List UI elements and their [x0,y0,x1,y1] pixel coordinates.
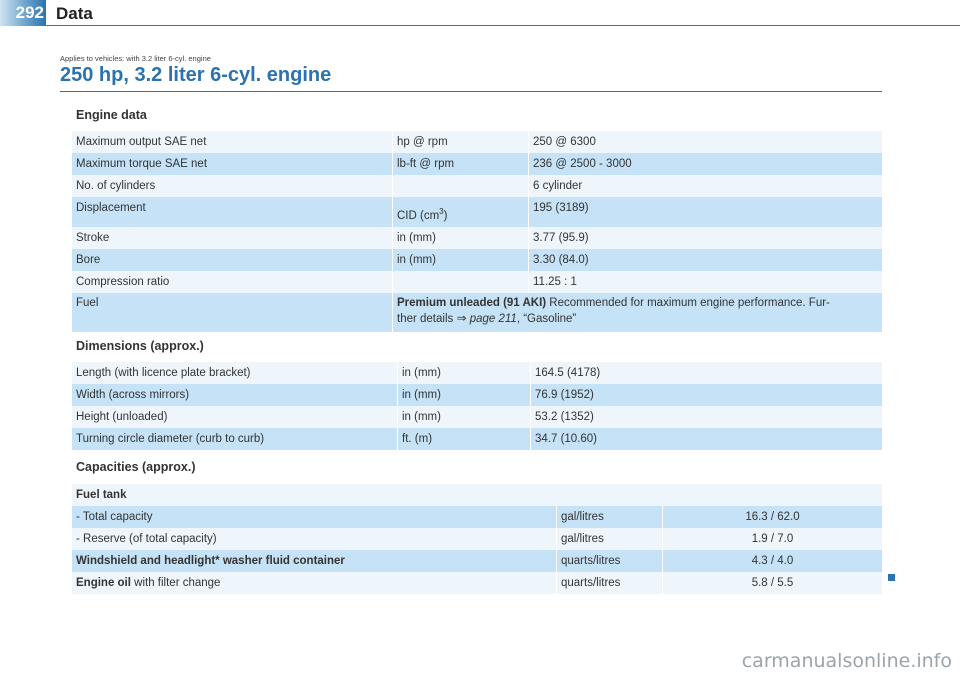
capacities-heading: Capacities (approx.) [76,460,196,474]
table-row [72,428,882,450]
row-value: 16.3 / 62.0 [662,506,882,528]
table-row [72,528,882,550]
page-reference-link[interactable]: page 211 [466,313,517,325]
row-value: 3.77 (95.9) [528,227,882,249]
row-value: 250 @ 6300 [528,131,882,153]
table-row [72,271,882,293]
row-label: Compression ratio [72,271,392,293]
row-unit: lb-ft @ rpm [392,153,528,175]
row-unit: ft. (m) [397,428,530,450]
row-label: Maximum output SAE net [72,131,392,153]
row-unit [392,271,528,293]
chapter-title: Data [56,4,93,23]
row-unit: hp @ rpm [392,131,528,153]
row-unit: quarts/litres [556,550,662,572]
section-title: 250 hp, 3.2 liter 6-cyl. engine [60,64,332,86]
row-label: - Reserve (of total capacity) [72,528,556,550]
row-unit: in (mm) [397,362,530,384]
row-label: Height (unloaded) [72,406,397,428]
row-value: 3.30 (84.0) [528,249,882,271]
row-value: 236 @ 2500 - 3000 [528,153,882,175]
row-unit: in (mm) [392,249,528,271]
row-value: 1.9 / 7.0 [662,528,882,550]
engine-data-heading: Engine data [76,108,147,122]
row-value: 76.9 (1952) [530,384,882,406]
applies-to-note: Applies to vehicles: with 3.2 liter 6-cyl. engine [60,54,211,63]
section-divider [60,91,882,92]
table-row [72,550,882,572]
table-row [72,362,882,384]
row-unit: CID $(cm^3)$ [392,197,528,227]
row-unit: gal/litres [556,528,662,550]
table-row [72,293,882,332]
row-value: 11.25 : 1 [528,271,882,293]
row-unit: in (mm) [397,384,530,406]
table-row [72,175,882,197]
table-row [72,384,882,406]
row-value: 6 cylinder [528,175,882,197]
row-label: Length (with licence plate bracket) [72,362,397,384]
table-row [72,153,882,175]
row-unit: in (mm) [397,406,530,428]
fuel-grade: Premium unleaded (91 AKI) [397,297,547,309]
arrow-right-icon: ⇒ [456,311,467,325]
row-label: Displacement [72,197,392,227]
row-label: Maximum torque SAE net [72,153,392,175]
table-row [72,131,882,153]
table-row [72,406,882,428]
row-label: Fuel [72,293,392,332]
row-label: Windshield and headlight* washer fluid container [72,550,556,572]
row-value: 5.8 / 5.5 [662,572,882,594]
row-label: No. of cylinders [72,175,392,197]
fuel-description: Premium unleaded (91 AKI) Recommended for maximum engine performance. Fur- ther details ⇒ page 211, “Gasoline” [392,293,882,332]
fuel-tank-label: Fuel tank [72,484,882,506]
row-value: 195 (3189) [528,197,882,227]
table-row [72,249,882,271]
row-label: - Total capacity [72,506,556,528]
capacities-table [72,484,882,594]
page-number: 292 [15,3,44,22]
row-unit: in (mm) [392,227,528,249]
row-label: Bore [72,249,392,271]
row-value: 53.2 (1352) [530,406,882,428]
table-row [72,572,882,594]
row-label: Width (across mirrors) [72,384,397,406]
table-row [72,227,882,249]
header-divider [46,25,960,26]
table-row [72,484,882,506]
row-unit [392,175,528,197]
row-label: Turning circle diameter (curb to curb) [72,428,397,450]
dimensions-heading: Dimensions (approx.) [76,339,204,353]
table-row [72,506,882,528]
row-label: Engine oil with filter change [72,572,556,594]
engine-data-table [72,131,882,332]
row-value: 4.3 / 4.0 [662,550,882,572]
row-unit: gal/litres [556,506,662,528]
watermark: carmanualsonline.info [741,650,952,672]
row-label: Stroke [72,227,392,249]
section-end-marker [888,574,895,581]
row-value: 34.7 (10.60) [530,428,882,450]
row-value: 164.5 (4178) [530,362,882,384]
dimensions-table [72,362,882,450]
table-row [72,197,882,227]
row-unit: quarts/litres [556,572,662,594]
